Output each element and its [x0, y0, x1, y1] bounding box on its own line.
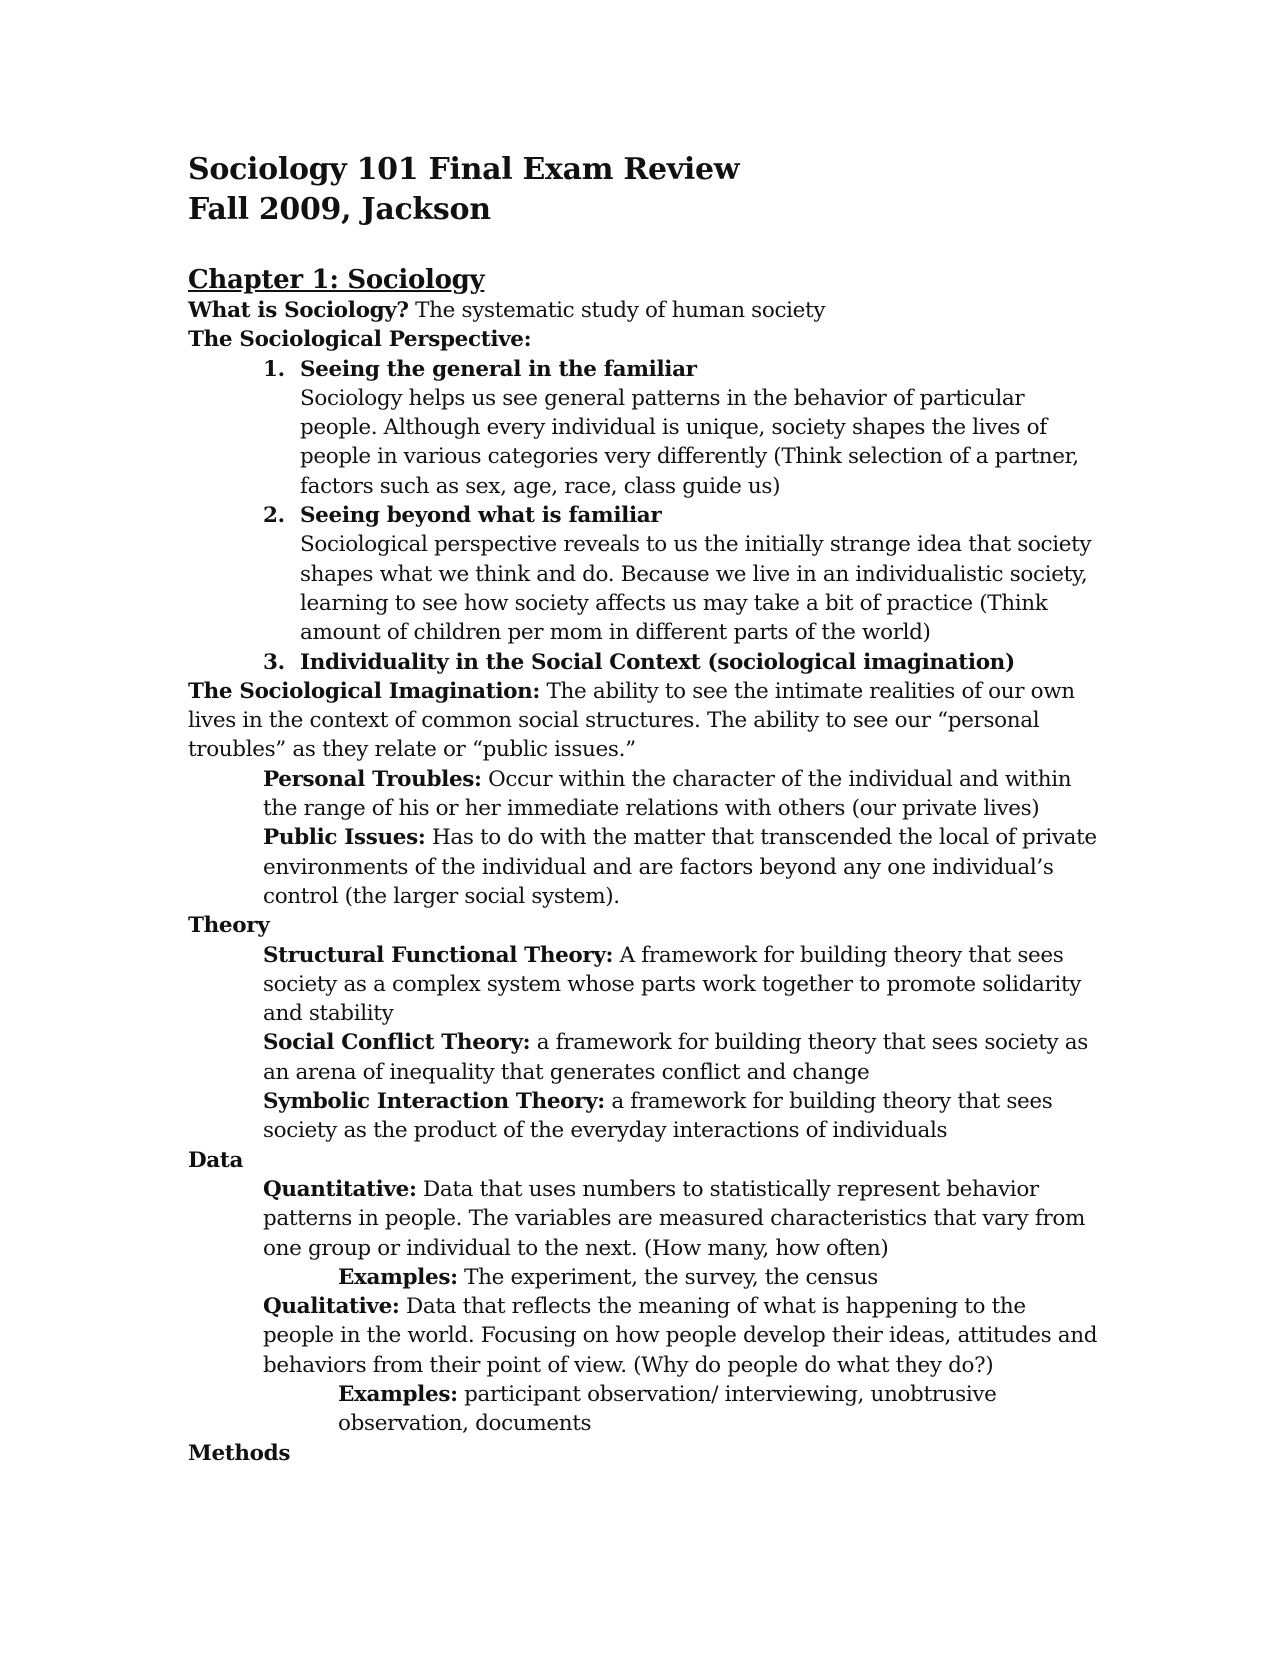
structural-functional-theory — [188, 941, 1098, 1029]
list-number: 2. — [263, 503, 285, 529]
quant-examples-text: The experiment, the survey, the census — [457, 1264, 878, 1290]
quantitative-examples — [188, 1263, 1098, 1292]
methods-heading: Methods — [188, 1440, 291, 1466]
perspective-heading: The Sociological Perspective: — [188, 327, 532, 353]
imagination-text: The ability to see the intimate realities of our own lives in the context of common social structures. The ability to see our “personal troubles” as they relate or “public issues.” — [188, 678, 1075, 763]
list-item — [188, 355, 1098, 501]
qualitative-data — [188, 1292, 1098, 1380]
qual-examples-label: Examples: — [338, 1381, 458, 1407]
list-item-title: Seeing the general in the familiar — [300, 356, 697, 382]
sf-label: Structural Functional Theory: — [263, 942, 614, 968]
perspective-list — [188, 355, 1098, 677]
list-item-title: Seeing beyond what is familiar — [300, 503, 662, 529]
list-item-title: Individuality in the Social Context (sociological imagination) — [300, 649, 1015, 675]
issues-label: Public Issues: — [263, 825, 426, 851]
sociological-imagination — [188, 677, 1098, 765]
document-body — [188, 264, 1098, 1468]
issues-text: Has to do with the matter that transcended the local of private environments of the individual and are factors beyond any one individual’s control (the larger social system). — [263, 825, 1097, 909]
list-item-text: Sociological perspective reveals to us the initially strange idea that society shapes what we think and do. Because we live in an individualistic society, learning to see how society affects us may take a bit of practice (Think amount of children per mom in different parts of the world) — [300, 532, 1092, 646]
troubles-label: Personal Troubles: — [263, 766, 482, 792]
sc-label: Social Conflict Theory: — [263, 1030, 531, 1056]
definition-sociology — [188, 296, 1098, 325]
symbolic-interaction-theory — [188, 1087, 1098, 1146]
qualitative-examples — [188, 1380, 1098, 1439]
list-number: 3. — [263, 649, 285, 675]
imagination-label: The Sociological Imagination: — [188, 678, 541, 704]
sc-text: a framework for building theory that sees society as an arena of inequality that generates conflict and change — [263, 1030, 1088, 1085]
data-heading: Data — [188, 1147, 244, 1173]
troubles-text: Occur within the character of the individual and within the range of his or her immediate relations with others (our private lives) — [263, 766, 1072, 822]
list-item — [188, 501, 1098, 647]
list-number: 1. — [263, 356, 285, 382]
definition-text: The systematic study of human society — [408, 298, 826, 323]
si-text: a framework for building theory that sees society as the product of the everyday interactions of individuals — [263, 1089, 1053, 1144]
theory-heading: Theory — [188, 913, 270, 939]
list-item — [188, 648, 1098, 677]
quantitative-data — [188, 1175, 1098, 1263]
qual-text: Data that reflects the meaning of what is happening to the people in the world. Focusing on how people develop their ideas, attitudes and behaviors from their point of view. (Why do people do what they do?) — [263, 1294, 1098, 1378]
personal-troubles — [188, 765, 1098, 824]
si-label: Symbolic Interaction Theory: — [263, 1089, 605, 1115]
qual-label: Qualitative: — [263, 1294, 400, 1320]
quant-label: Quantitative: — [263, 1176, 417, 1202]
public-issues — [188, 823, 1098, 911]
document-title — [188, 150, 739, 230]
title-line-2: Fall 2009, Jackson — [188, 192, 491, 227]
social-conflict-theory — [188, 1028, 1098, 1087]
quant-examples-label: Examples: — [338, 1264, 458, 1290]
list-item-text: Sociology helps us see general patterns in the behavior of particular people. Although every individual is unique, society shapes the lives of people in various categories very differently (Think selection of a partner, factors such as sex, age, race, class guide us) — [300, 385, 1079, 499]
title-line-1: Sociology 101 Final Exam Review — [188, 152, 740, 187]
quant-text: Data that uses numbers to statistically represent behavior patterns in people. The variables are measured characteristics that vary from one group or individual to the next. (How many, how often) — [263, 1176, 1086, 1261]
definition-label: What is Sociology? — [188, 298, 409, 323]
qual-examples-text: participant observation/ interviewing, unobtrusive observation, documents — [338, 1381, 997, 1437]
sf-text: A framework for building theory that sees society as a complex system whose parts work together to promote solidarity and stability — [263, 942, 1082, 1027]
chapter-heading: Chapter 1: Sociology — [188, 265, 485, 295]
